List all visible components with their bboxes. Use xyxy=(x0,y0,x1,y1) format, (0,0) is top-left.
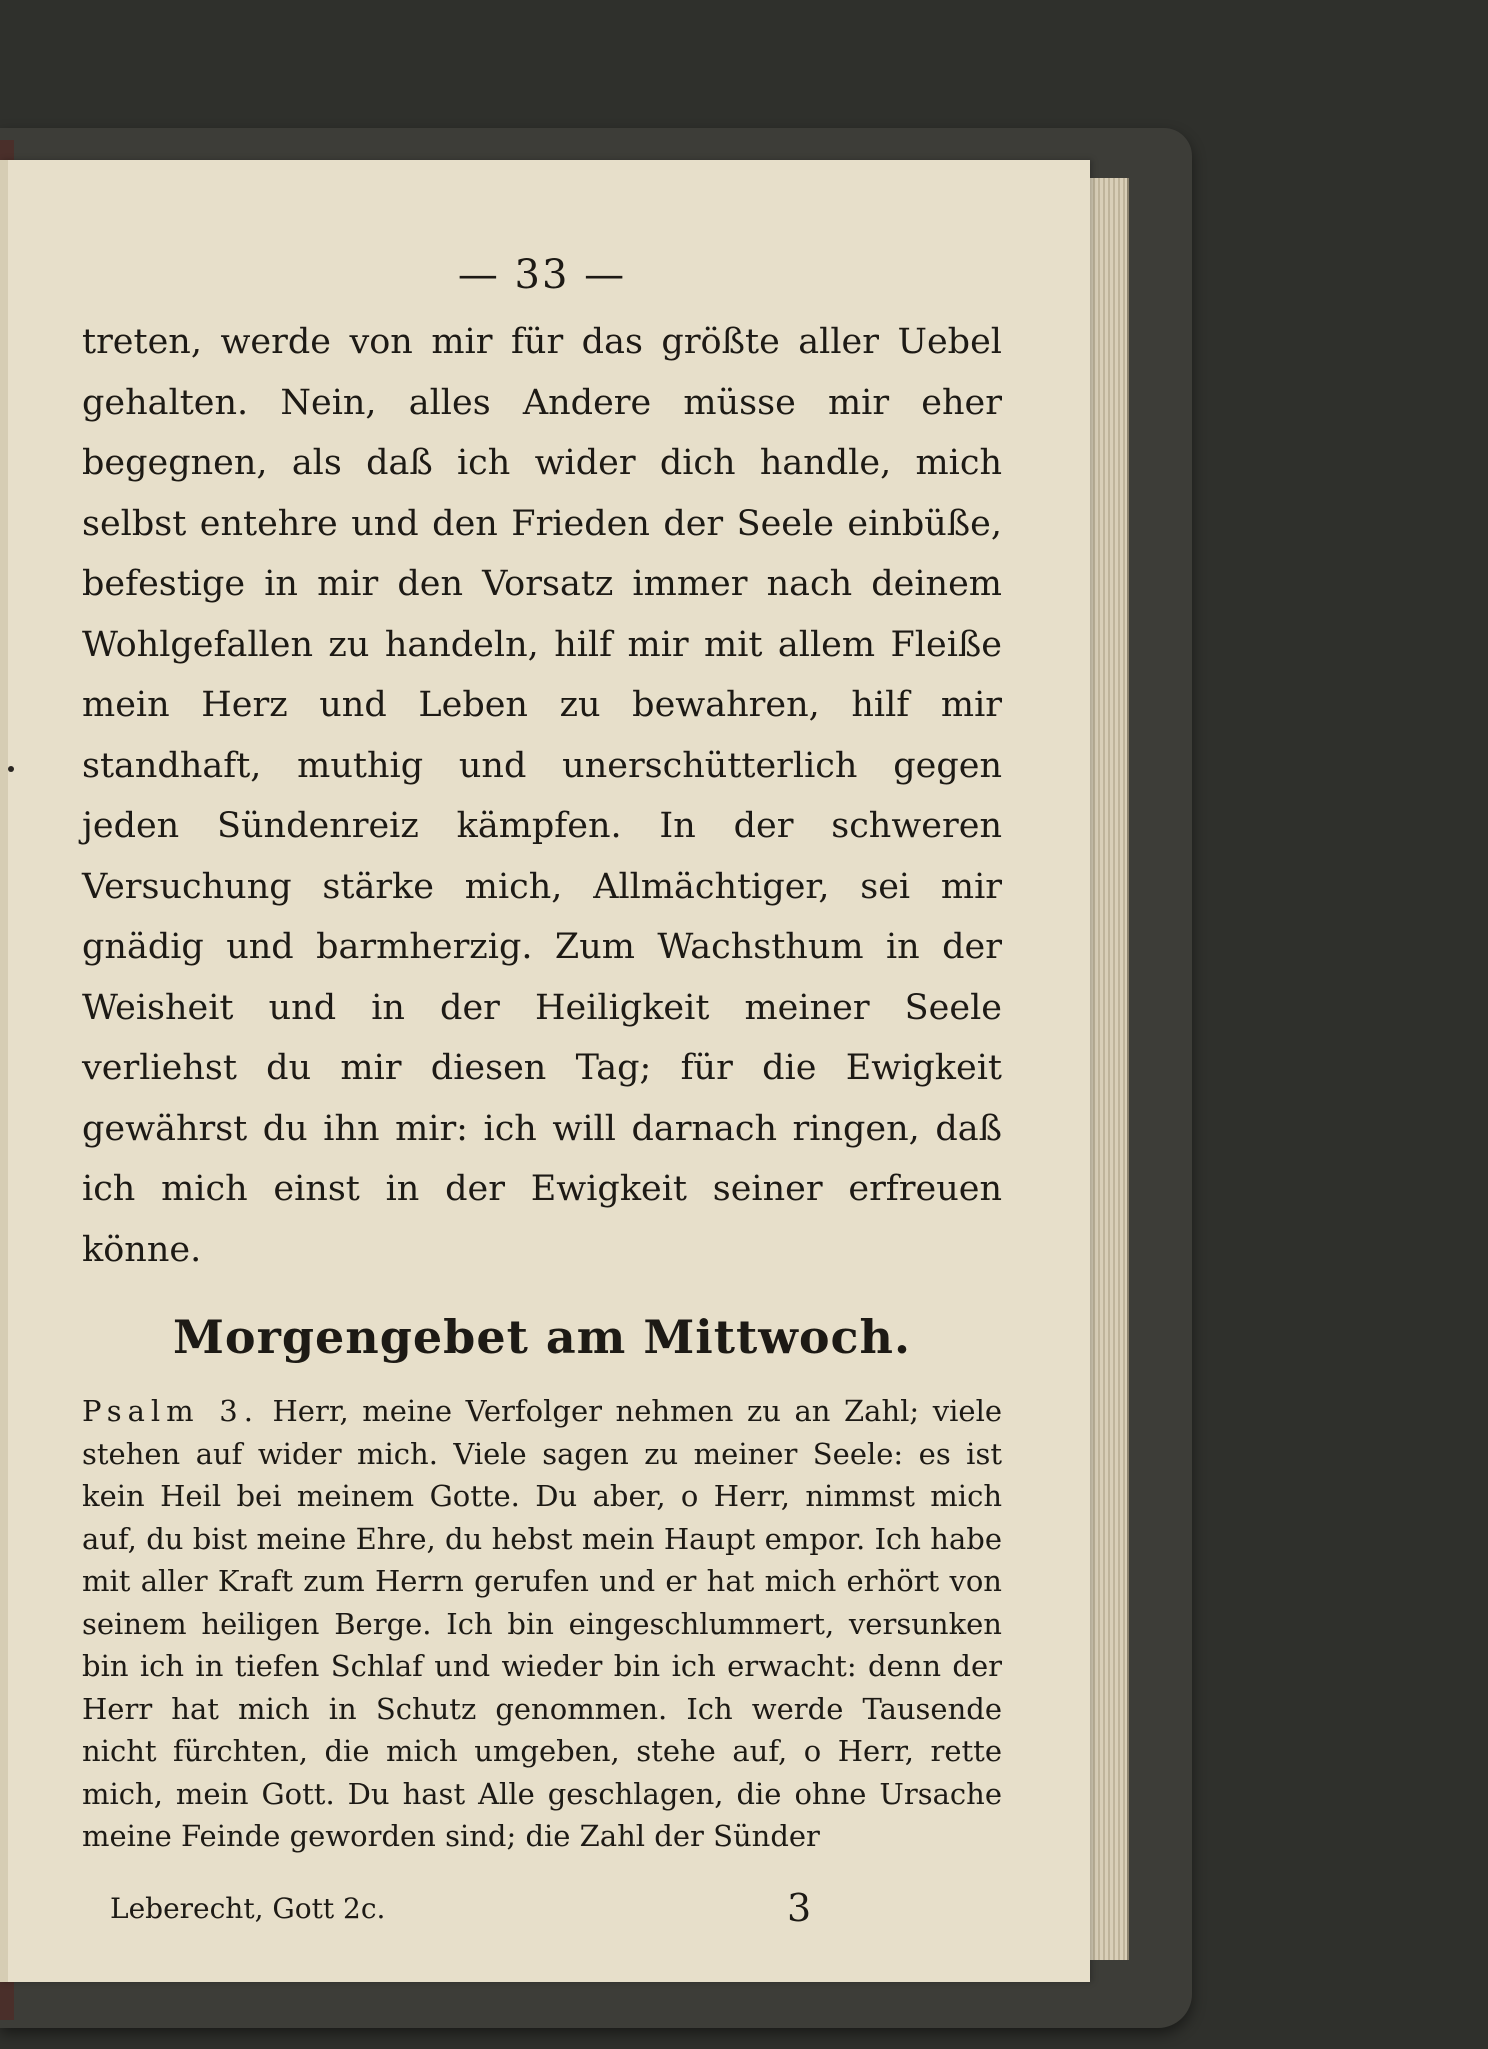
prayer-paragraph: treten, werde von mir für das größte aller Uebel gehalten. Nein, alles Andere müsse mir eher begegnen, als daß ich wider dich handle, mich selbst entehre und den Frieden der Seele einbüße, befestige in mir den Vorsatz immer nach deinem Wohlgefallen zu handeln, hilf mir mit allem Fleiße mein Herz und Leben zu bewahren, hilf mir standhaft, muthig und unerschütterlich gegen jeden Sündenreiz kämpfen. In der schweren Versuchung stärke mich, Allmächtiger, sei mir gnädig und barmherzig. Zum Wachsthum in der Weisheit und in der Heiligkeit meiner Seele verliehst du mir diesen Tag; für die Ewigkeit gewährst du ihn mir: ich will darnach ringen, daß ich mich einst in der Ewigkeit seiner erfreuen könne. xyxy=(82,322,1002,1270)
page-content xyxy=(82,252,1002,1936)
footer-signature: Leberecht, Gott 2c. xyxy=(110,1891,386,1925)
section-heading: Morgengebet am Mittwoch. xyxy=(173,1310,911,1364)
page-gutter xyxy=(0,160,8,1982)
signature-mark: 3 xyxy=(787,1885,812,1930)
page-footer xyxy=(82,1885,1002,1936)
psalm-label: Psalm 3. xyxy=(82,1394,259,1428)
page-number: — 33 — xyxy=(457,252,627,298)
page-edges xyxy=(1085,178,1129,1960)
ink-speck xyxy=(8,766,14,772)
psalm-paragraph xyxy=(82,1390,1002,1858)
psalm-text: Herr, meine Verfolger nehmen zu an Zahl; viele stehen auf wider mich. Viele sagen zu meiner Seele: es ist kein Heil bei meinem Gotte. Du aber, o Herr, nimmst mich auf, du bist meine Ehre, du hebst mein Haupt empor. Ich habe mit aller Kraft zum Herrn gerufen und er hat mich erhört von seinem heiligen Berge. Ich bin eingeschlummert, versunken bin ich in tiefen Schlaf und wieder bin ich erwacht: denn der Herr hat mich in Schutz genommen. Ich werde Tausende nicht fürchten, die mich umgeben, stehe auf, o Herr, rette mich, mein Gott. Du hast Alle geschlagen, die ohne Ursache meine Feinde geworden sind; die Zahl der Sünder xyxy=(82,1394,1003,1853)
book-page xyxy=(0,160,1090,1982)
